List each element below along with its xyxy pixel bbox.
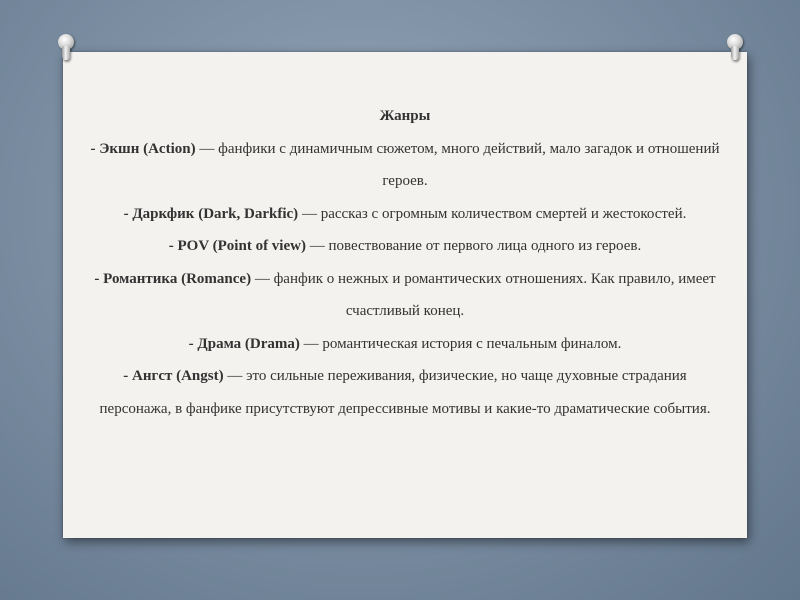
genre-item-pov bbox=[63, 230, 747, 263]
genre-term: - POV (Point of view) bbox=[168, 238, 306, 254]
genre-item-darkfic bbox=[63, 198, 747, 231]
genre-term: - Ангст (Angst) bbox=[123, 368, 224, 384]
genre-description: — романтическая история с печальным финалом. bbox=[299, 335, 622, 352]
slide-card bbox=[63, 52, 747, 538]
genre-description: — фанфик о нежных и романтических отношениях. Как правило, имеет счастливый конец. bbox=[251, 270, 716, 319]
genre-term: - Драма (Drama) bbox=[188, 335, 300, 352]
pushpin-neck bbox=[731, 46, 739, 60]
genre-item-angst bbox=[63, 360, 747, 425]
slide-title: Жанры bbox=[379, 108, 431, 124]
genre-description: — это сильные переживания, физические, но чаще духовные страдания персонажа, в фанфике присутствуют депрессивные мотивы и какие-то драматические события. bbox=[99, 368, 711, 417]
genre-item-romance bbox=[63, 263, 747, 328]
pushpin-icon bbox=[57, 34, 75, 62]
genre-term: - Романтика (Romance) bbox=[94, 270, 252, 287]
genre-description: — рассказ с огромным количеством смертей и жестокостей. bbox=[298, 205, 687, 222]
slide-content bbox=[63, 100, 747, 425]
genre-term: - Даркфик (Dark, Darkfic) bbox=[123, 205, 299, 222]
genre-item-drama bbox=[63, 328, 747, 361]
pushpin-neck bbox=[62, 46, 70, 60]
genre-description: — повествование от первого лица одного из героев. bbox=[305, 238, 642, 254]
pushpin-icon bbox=[726, 34, 744, 62]
genre-item-action bbox=[63, 133, 747, 198]
genre-term: - Экшн (Action) bbox=[90, 140, 196, 157]
genre-description: — фанфики с динамичным сюжетом, много действий, мало загадок и отношений героев. bbox=[195, 140, 720, 189]
